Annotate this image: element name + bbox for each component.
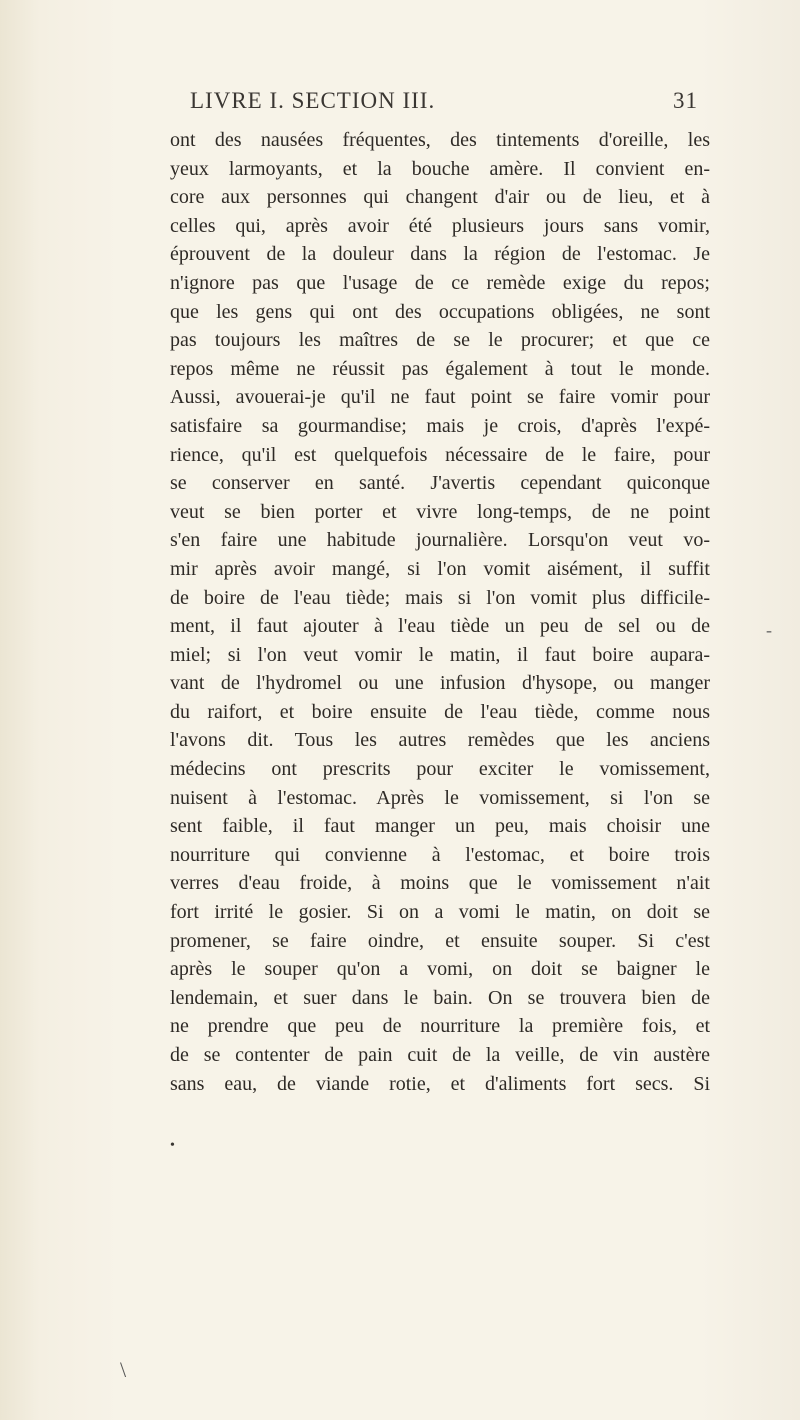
text-line: yeux larmoyants, et la bouche amère. Il convient en-: [170, 157, 710, 180]
running-head: LIVRE I. SECTION III.: [190, 88, 436, 113]
text-line: après le souper qu'on a vomi, on doit se baigner le: [170, 958, 710, 981]
text-line: rience, qu'il est quelquefois nécessaire de le faire, pour: [170, 443, 710, 466]
text-line: se conserver en santé. J'avertis cependant quiconque: [170, 472, 710, 495]
text-line: que les gens qui ont des occupations obligées, ne sont: [170, 300, 710, 323]
text-line: de se contenter de pain cuit de la veille, de vin austère: [170, 1044, 710, 1066]
text-line: nuisent à l'estomac. Après le vomissement, si l'on se: [170, 786, 710, 809]
text-line: vant de l'hydromel ou une infusion d'hysope, ou manger: [170, 672, 710, 695]
text-line: core aux personnes qui changent d'air ou de lieu, et à: [170, 186, 710, 209]
text-line: repos même ne réussit pas également à tout le monde.: [170, 357, 710, 380]
text-line: l'avons dit. Tous les autres remèdes que les anciens: [170, 729, 710, 752]
text-line: fort irrité le gosier. Si on a vomi le matin, on doit se: [170, 901, 710, 924]
text-line: éprouvent de la douleur dans la région de l'estomac. Je: [170, 243, 710, 266]
text-line: médecins ont prescrits pour exciter le vomissement,: [170, 758, 710, 781]
text-line: promener, se faire oindre, et ensuite souper. Si c'est: [170, 929, 710, 952]
text-line: pas toujours les maîtres de se le procurer; et que ce: [170, 329, 710, 352]
text-line: du raifort, et boire ensuite de l'eau tiède, comme nous: [170, 700, 710, 723]
text-line: verres d'eau froide, à moins que le vomissement n'ait: [170, 872, 710, 895]
margin-tick-mark: \: [120, 1357, 127, 1382]
text-line: ment, il faut ajouter à l'eau tiède un peu de sel ou de: [170, 615, 710, 638]
margin-dash-mark: -: [766, 620, 772, 640]
text-line: ont des nausées fréquentes, des tintements d'oreille, les: [170, 129, 710, 151]
body-text: [170, 126, 710, 1098]
text-line: de boire de l'eau tiède; mais si l'on vomit plus difficile-: [170, 586, 710, 609]
text-line: sans eau, de viande rotie, et d'aliments fort secs. Si: [170, 1072, 710, 1095]
page-number: 31: [673, 88, 698, 113]
text-line: mir après avoir mangé, si l'on vomit aisément, il suffit: [170, 557, 710, 580]
text-line: celles qui, après avoir été plusieurs jours sans vomir,: [170, 214, 710, 237]
text-line: nourriture qui convienne à l'estomac, et boire trois: [170, 843, 710, 866]
text-line: veut se bien porter et vivre long-temps, de ne point: [170, 500, 710, 523]
text-line: sent faible, il faut manger un peu, mais choisir une: [170, 815, 710, 838]
text-line: s'en faire une habitude journalière. Lorsqu'on veut vo-: [170, 529, 710, 552]
text-line: ne prendre que peu de nourriture la première fois, et: [170, 1015, 710, 1038]
ink-dot-mark: •: [170, 1138, 175, 1153]
text-line: miel; si l'on veut vomir le matin, il faut boire aupara-: [170, 643, 710, 666]
text-line: lendemain, et suer dans le bain. On se trouvera bien de: [170, 986, 710, 1009]
text-line: n'ignore pas que l'usage de ce remède exige du repos;: [170, 271, 710, 294]
text-line: Aussi, avouerai-je qu'il ne faut point se faire vomir pour: [170, 386, 710, 409]
text-line: satisfaire sa gourmandise; mais je crois, d'après l'expé-: [170, 414, 710, 437]
page-header: [190, 88, 698, 122]
